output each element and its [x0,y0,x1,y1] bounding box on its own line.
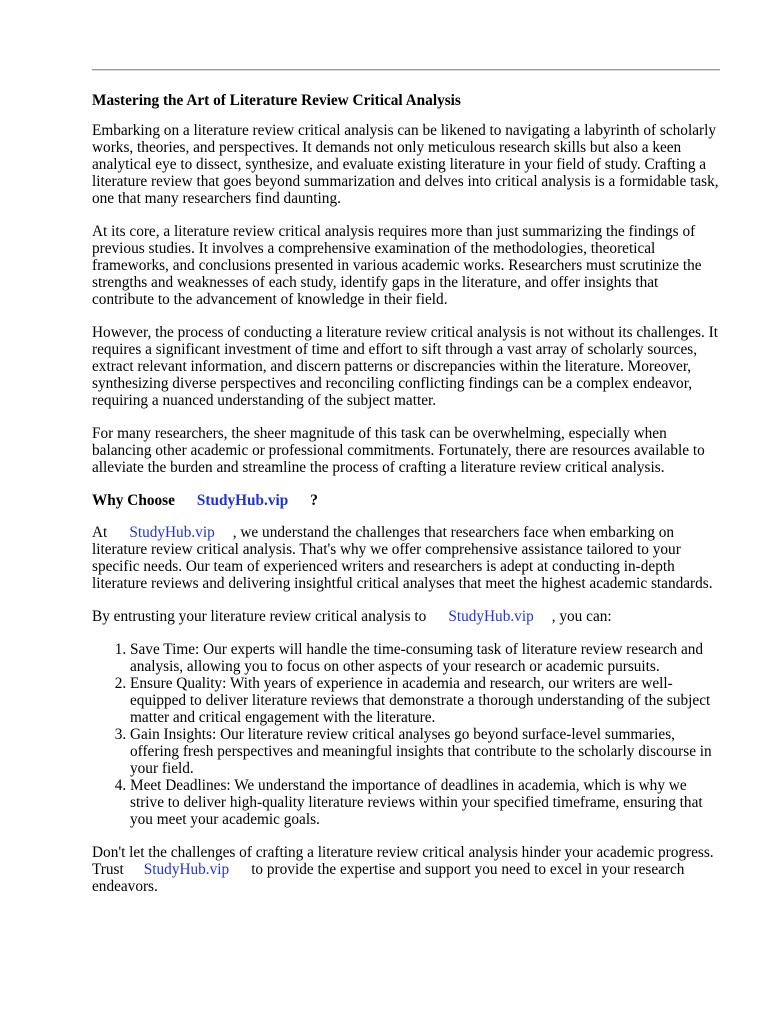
why-choose-studyhub-link[interactable]: StudyHub.vip [196,492,289,509]
why-choose-prefix: Why Choose [92,492,175,509]
intro-paragraph: Embarking on a literature review critical analysis can be likened to navigating a labyrinth of scholarly works, theories, and perspectives. It demands not only meticulous research skills but also a keen analytical eye to dissect, synthesize, and evaluate existing literature in your field of study. Crafting a literature review that goes beyond summarization and delves into critical analysis is a formidable task, one that many researchers find daunting. [92,122,719,207]
entrusting-studyhub-link[interactable]: StudyHub.vip [448,608,534,625]
benefits-list [92,641,724,828]
top-divider [92,69,720,71]
list-item: 4. Meet Deadlines: We understand the importance of deadlines in academia, which is why we strive to deliver high-quality literature reviews within your specified timeframe, ensuring that you meet your academic goals. [130,777,724,828]
entrusting-prefix: By entrusting your literature review critical analysis to [92,608,427,625]
about-studyhub-link[interactable]: StudyHub.vip [129,524,215,541]
closing-paragraph [92,844,724,895]
closing-studyhub-link[interactable]: StudyHub.vip [143,861,230,878]
why-choose-heading [92,492,724,509]
list-item: 2. Ensure Quality: With years of experience in academia and research, our writers are well-equipped to deliver literature reviews that demonstrate a thorough understanding of the subject matter and critical engagement with the literature. [130,675,724,726]
closing-prefix: Don't let the challenges of crafting a literature review critical analysis hinder your academic progress. Trust [92,844,714,878]
why-choose-suffix: ? [310,492,318,509]
about-text: , we understand the challenges that researchers face when embarking on literature review critical analysis. That's why we offer comprehensive assistance tailored to your specific needs. Our team of experienced writers and researchers is adept at conducting in-depth literature reviews and delivering insightful critical analyses that meet the highest academic standards. [92,524,713,592]
list-item: 3. Gain Insights: Our literature review critical analyses go beyond surface-level summaries, offering fresh perspectives and meaningful insights that contribute to the scholarly discourse in your field. [130,726,724,777]
page-title: Mastering the Art of Literature Review Critical Analysis [92,92,461,109]
about-paragraph [92,524,724,592]
entrusting-paragraph [92,608,724,625]
about-prefix: At [92,524,108,541]
document-body [92,92,724,911]
entrusting-suffix: , you can: [551,608,612,625]
closing-suffix: to provide the expertise and support you need to excel in your research endeavors. [92,861,685,895]
resources-paragraph: For many researchers, the sheer magnitude of this task can be overwhelming, especially when balancing other academic or professional commitments. Fortunately, there are resources available to alleviate the burden and streamline the process of crafting a literature review critical analysis. [92,425,705,476]
list-item: 1. Save Time: Our experts will handle the time-consuming task of literature review research and analysis, allowing you to focus on other aspects of your research or academic pursuits. [130,641,724,675]
core-paragraph: At its core, a literature review critical analysis requires more than just summarizing the findings of previous studies. It involves a comprehensive examination of the methodologies, theoretical frameworks, and conclusions presented in various academic works. Researchers must scrutinize the strengths and weaknesses of each study, identify gaps in the literature, and offer insights that contribute to the advancement of knowledge in their field. [92,223,702,308]
challenges-paragraph: However, the process of conducting a literature review critical analysis is not without its challenges. It requires a significant investment of time and effort to sift through a vast array of scholarly sources, extract relevant information, and discern patterns or discrepancies within the literature. Moreover, synthesizing diverse perspectives and reconciling conflicting findings can be a complex endeavor, requiring a nuanced understanding of the subject matter. [92,324,718,409]
